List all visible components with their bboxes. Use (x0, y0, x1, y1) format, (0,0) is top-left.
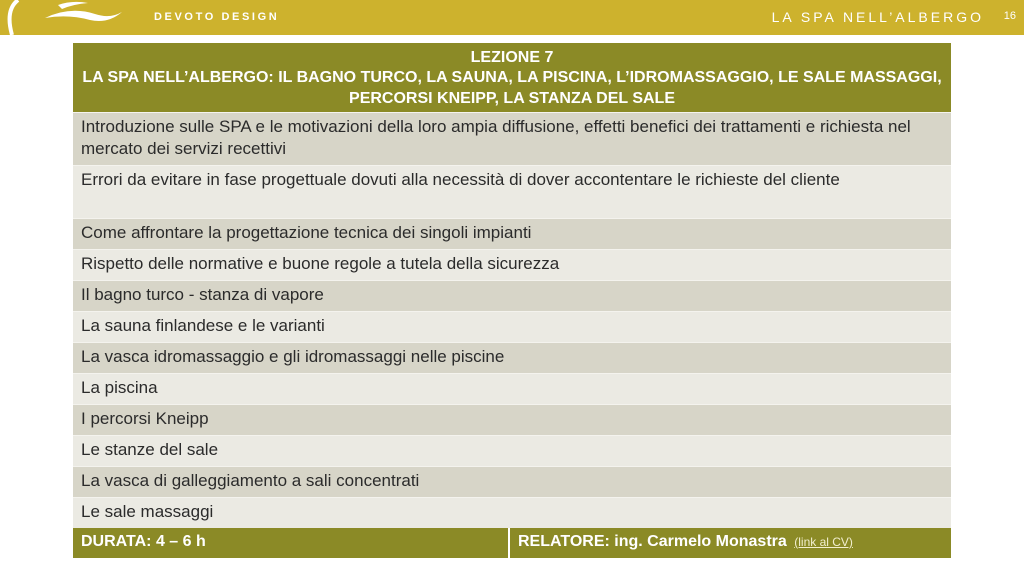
cv-link[interactable]: (link al CV) (794, 535, 853, 549)
section-title: LA SPA NELL’ALBERGO (771, 9, 984, 25)
lesson-subtitle: LA SPA NELL’ALBERGO: IL BAGNO TURCO, LA SAUNA, LA PISCINA, L’IDROMASSAGGIO, LE SALE MASSAGGI, PERCORSI KNEIPP, LA STANZA DEL SALE (82, 69, 942, 107)
lesson-number: LEZIONE 7 (470, 49, 554, 66)
duration-label: DURATA: 4 – 6 h (73, 528, 510, 558)
topic-row: Le stanze del sale (73, 435, 951, 466)
topic-row: I percorsi Kneipp (73, 404, 951, 435)
logo-wave-icon (0, 0, 140, 35)
topic-row: La vasca idromassaggio e gli idromassaggi nelle piscine (73, 342, 951, 373)
lesson-header (73, 43, 951, 112)
topic-row: Rispetto delle normative e buone regole a tutela della sicurezza (73, 249, 951, 280)
speaker-cell (510, 528, 951, 558)
lesson-footer (73, 528, 951, 558)
page-number: 16 (1003, 10, 1016, 22)
topic-row: La sauna finlandese e le varianti (73, 311, 951, 342)
topic-row: Come affrontare la progettazione tecnica dei singoli impianti (73, 218, 951, 249)
topic-row: Il bagno turco - stanza di vapore (73, 280, 951, 311)
brand-name: DEVOTO DESIGN (154, 11, 280, 23)
top-bar (0, 0, 1024, 35)
topic-row: La piscina (73, 373, 951, 404)
topic-row: La vasca di galleggiamento a sali concentrati (73, 466, 951, 497)
speaker-label: RELATORE: ing. Carmelo Monastra (518, 533, 787, 550)
topic-row: Le sale massaggi (73, 497, 951, 528)
lesson-card (73, 43, 951, 558)
topics-list (73, 112, 951, 528)
topic-row: Errori da evitare in fase progettuale dovuti alla necessità di dover accontentare le richieste del cliente (73, 165, 951, 218)
topic-row: Introduzione sulle SPA e le motivazioni della loro ampia diffusione, effetti benefici dei trattamenti e richiesta nel mercato dei servizi recettivi (73, 112, 951, 165)
